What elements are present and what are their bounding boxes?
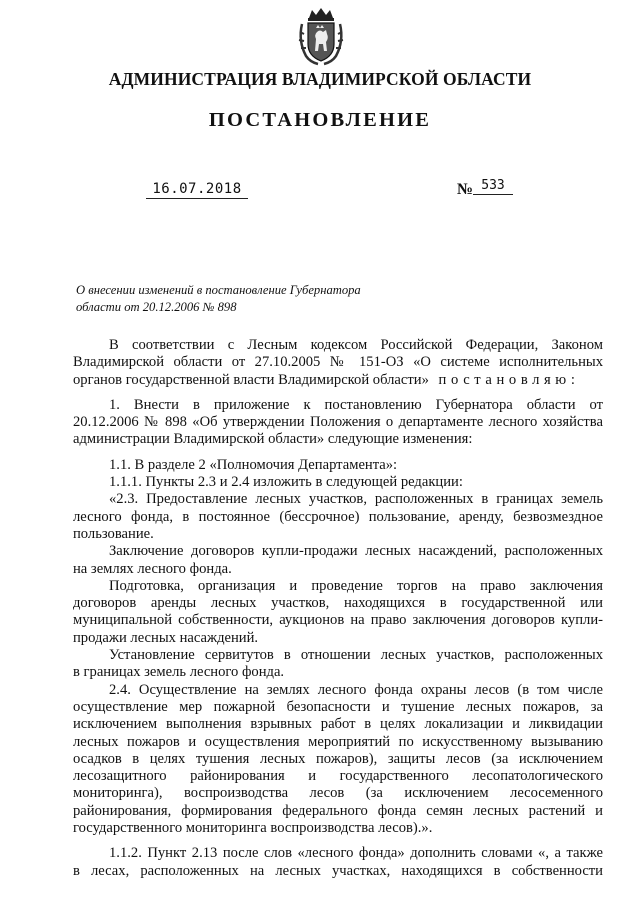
document-date: 16.07.2018 xyxy=(146,181,248,199)
body-line: исключением выполнения взрывных работ в целях локализации и ликвидации xyxy=(73,716,603,733)
document-type-title: ПОСТАНОВЛЕНИЕ xyxy=(208,109,432,131)
body-line: в лесах, расположенных на лесных участках, находящихся в собственности xyxy=(73,862,603,879)
coat-of-arms-icon xyxy=(296,6,346,66)
body-line: администрации Владимирской области» следующие изменения: xyxy=(73,431,473,448)
body-line: продажи лесных насаждений. xyxy=(73,629,259,646)
body-text: органов государственной власти Владимирской области» xyxy=(73,371,429,388)
body-line: государственного мониторинга воспроизводства лесов).». xyxy=(73,820,433,837)
body-line: на землях лесного фонда. xyxy=(73,560,232,577)
decree-word: постановляю: xyxy=(438,371,580,388)
body-line: 1.1.1. Пункты 2.3 и 2.4 изложить в следующей редакции: xyxy=(109,474,463,491)
body-line: лесных пожаров и осуществления мероприятий по искусственному вызыванию xyxy=(73,733,603,750)
body-line: 1.1.2. Пункт 2.13 после слов «лесного фонда» дополнить словами «, а также xyxy=(109,845,603,862)
body-line: 1.1. В разделе 2 «Полномочия Департамента»: xyxy=(109,456,398,473)
body-line: осадков в целях тушения лесных пожаров), защиты лесов (за исключением xyxy=(73,750,603,767)
body-line: Владимирской области от 27.10.2005 № 151-ОЗ «О системе исполнительных xyxy=(73,354,603,371)
document-body xyxy=(73,337,603,880)
body-line: осуществление мер пожарной безопасности и тушение лесных пожаров, за xyxy=(73,698,603,715)
body-line: Заключение договоров купли-продажи лесных насаждений, расположенных xyxy=(109,543,603,560)
body-line xyxy=(73,372,603,389)
body-line: лесозащитного районирования и государственного лесопатологического xyxy=(73,768,603,785)
body-line: 2.4. Осуществление на землях лесного фонда охраны лесов (в том числе xyxy=(109,681,603,698)
number-label: № xyxy=(457,181,474,198)
organization-name: АДМИНИСТРАЦИЯ ВЛАДИМИРСКОЙ ОБЛАСТИ xyxy=(108,69,532,89)
body-line: «2.3. Предоставление лесных участков, расположенных в границах земель xyxy=(109,491,603,508)
body-line: Подготовка, организация и проведение торгов на право заключения xyxy=(109,577,603,594)
body-line: мониторинга), воспроизводства лесов (за исключением лесосеменного xyxy=(73,785,603,802)
body-line: 1. Внести в приложение к постановлению Губернатора области от xyxy=(109,396,603,413)
body-line: лесного фонда, в постоянное (бессрочное) пользование, аренду, безвозмездное xyxy=(73,508,603,525)
body-line: договоров аренды лесных участков, находящихся в государственной или xyxy=(73,595,603,612)
document-subject xyxy=(76,283,396,318)
body-line: в границах земель лесного фонда. xyxy=(73,664,285,681)
body-line: районирования, формирования федерального фонда семян лесных растений и xyxy=(73,802,603,819)
body-line: муниципальной собственности, аукционов на право заключения договоров купли- xyxy=(73,612,603,629)
body-line: пользование. xyxy=(73,525,154,542)
body-line: Установление сервитутов в отношении лесных участков, расположенных xyxy=(109,647,603,664)
document-number: 533 xyxy=(473,178,513,195)
subject-line: области от 20.12.2006 № 898 xyxy=(76,300,237,315)
subject-line: О внесении изменений в постановление Губернатора xyxy=(76,283,361,297)
body-line: В соответствии с Лесным кодексом Российской Федерации, Законом xyxy=(109,337,603,353)
body-line: 20.12.2006 № 898 «Об утверждении Положения о департаменте лесного хозяйства xyxy=(73,414,603,431)
